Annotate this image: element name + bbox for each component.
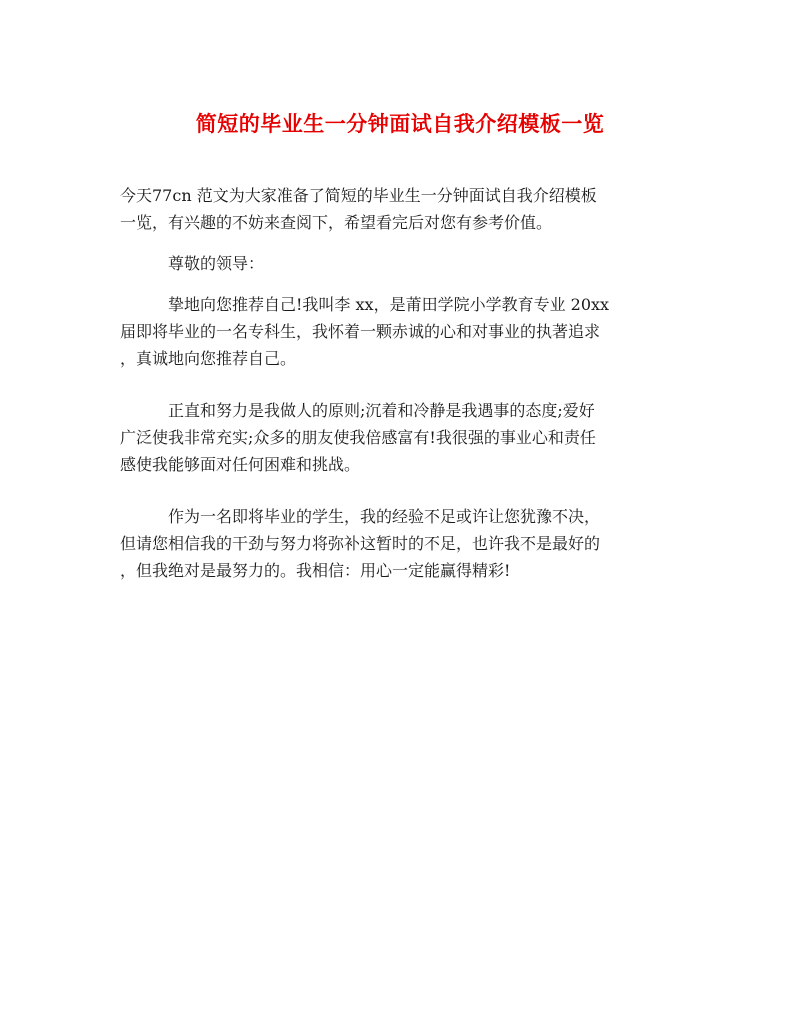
paragraph-line: 但请您相信我的干劲与努力将弥补这暂时的不足，也许我不是最好的: [120, 534, 601, 553]
paragraph-character: [120, 397, 680, 478]
paragraph-line: ，但我绝对是最努力的。我相信：用心一定能赢得精彩!: [120, 561, 511, 580]
salutation: 尊敬的领导：: [168, 254, 265, 273]
document-title: 简短的毕业生一分钟面试自我介绍模板一览: [195, 111, 605, 136]
intro-line-1: 今天77cn 范文为大家准备了简短的毕业生一分钟面试自我介绍模板: [120, 186, 597, 205]
paragraph-line: 正直和努力是我做人的原则;沉着和冷静是我遇事的态度;爱好: [168, 401, 595, 420]
paragraph-closing: [120, 503, 680, 584]
paragraph-line: 届即将毕业的一名专科生，我怀着一颗赤诚的心和对事业的执著追求: [120, 322, 601, 341]
paragraph-recommendation: [120, 291, 680, 372]
paragraph-line: ，真诚地向您推荐自己。: [120, 349, 297, 368]
intro-line-2: 一览，有兴趣的不妨来查阅下，希望看完后对您有参考价值。: [120, 213, 553, 232]
document-body: [120, 182, 680, 584]
paragraph-line: 感使我能够面对任何困难和挑战。: [120, 455, 361, 474]
paragraph-line: 挚地向您推荐自己!我叫李 xx，是莆田学院小学教育专业 20xx: [168, 295, 610, 314]
intro-paragraph: [120, 182, 680, 236]
paragraph-line: 广泛使我非常充实;众多的朋友使我倍感富有!我很强的事业心和责任: [120, 428, 596, 447]
paragraph-line: 作为一名即将毕业的学生，我的经验不足或许让您犹豫不决，: [168, 507, 601, 526]
